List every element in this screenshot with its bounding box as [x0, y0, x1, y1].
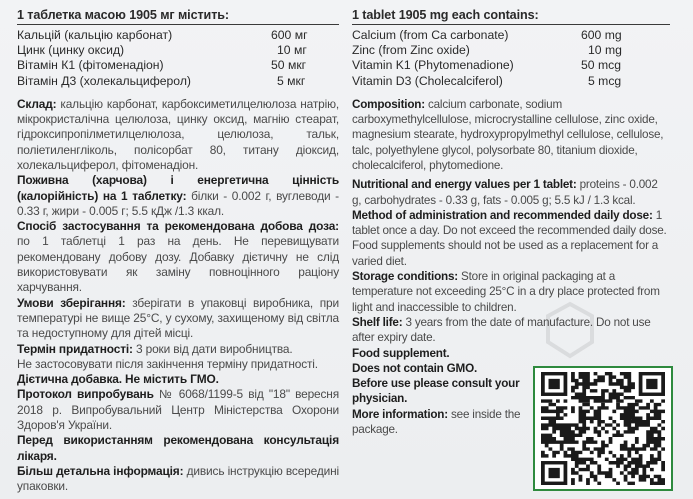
uk-title-divider [17, 24, 339, 25]
uk-nutrient-amount: 5 мкг [277, 73, 306, 88]
uk-composition-row [17, 43, 339, 58]
en-composition-row [352, 74, 670, 89]
en-storage-label: Storage conditions: [352, 270, 458, 284]
uk-storage [17, 296, 339, 342]
uk-more-label: Більш детальна інформація: [17, 463, 184, 478]
uk-protocol-text: № 6068/1199-5 від "18" вересня 2018 р. Випробувальний Центр Міністерства Охорони Здоров'я України. [17, 387, 339, 433]
uk-nutrition-text: білки - 0.002 г, вуглеводи - 0.33 г, жири - 0.005 г; 5.5 кДж /1.3 ккал. [17, 188, 339, 218]
en-composition-row [352, 28, 670, 43]
en-nutrient-name: Vitamin K1 (Phytomenadione) [352, 58, 514, 73]
en-composition-row [352, 58, 670, 73]
uk-expiry-note [17, 357, 339, 372]
en-nutrient-name: Vitamin D3 (Cholecalciferol) [352, 73, 503, 88]
en-usage [352, 208, 670, 269]
uk-nutrient-name: Вітамін Д3 (холекальциферол) [17, 73, 191, 88]
en-storage-text: Store in original packaging at a temperature not exceeding 25°C in a dry place protected from light and inaccessible to children. [352, 270, 660, 314]
en-usage-text: 1 tablet once a day. Do not exceed the recommended daily dose. Food supplements should not be used as a replacement for a varied diet. [352, 208, 667, 268]
uk-composition-row [17, 28, 339, 43]
uk-supplement-text: Дієтична добавка. Не містить ГМО. [17, 372, 219, 387]
uk-usage [17, 219, 339, 295]
en-nutrient-amount: 10 mg [588, 43, 622, 58]
uk-nutrient-amount: 10 мг [277, 43, 307, 58]
en-food-supplement [352, 346, 528, 361]
en-usage-label: Method of administration and recommended daily dose: [352, 208, 653, 222]
qr-code-frame [533, 366, 673, 491]
qr-code-icon [541, 372, 665, 485]
uk-protocol-label: Протокол випробувань [17, 387, 154, 402]
en-storage [352, 269, 670, 315]
en-nutrient-name: Zinc (from Zinc oxide) [352, 43, 470, 58]
en-composition-title: 1 tablet 1905 mg each contains: [352, 8, 539, 22]
en-ingredients [352, 97, 670, 173]
en-gmo-note [352, 361, 528, 376]
uk-composition-title: 1 таблетка масою 1905 мг містить: [17, 8, 229, 22]
en-nutrition-label: Nutritional and energy values per 1 tablet: [352, 178, 577, 192]
uk-composition-row [17, 58, 339, 73]
uk-shelf-life [17, 342, 339, 357]
uk-ingredients-label: Склад: [17, 96, 57, 111]
uk-nutrient-name: Цинк (цинку оксид) [17, 43, 125, 58]
uk-ingredients [17, 97, 339, 173]
uk-consult-text: Перед використанням рекомендована консультація лікаря. [17, 433, 339, 463]
en-nutrient-name: Calcium (from Ca carbonate) [352, 28, 509, 42]
en-gmo-text: Does not contain GMO. [352, 361, 478, 375]
uk-usage-text: по 1 таблетці 1 раз на день. Не перевищувати рекомендовану добову дозу. Добавку дієтичну не слід використовувати як заміну повноцінного раціону харчування. [17, 234, 339, 295]
en-nutrient-amount: 5 mcg [588, 73, 622, 88]
uk-usage-label: Спосіб застосування та рекомендована добова доза: [17, 219, 339, 234]
en-composition-row [352, 43, 670, 58]
uk-supplement-note [17, 372, 339, 387]
en-ingredients-text: calcium carbonate, sodium carboxymethylcellulose, microcrystalline cellulose, zinc oxide, magnesium stearate, hydroxypropylmethyl cellulose, cellulose, talc, polyethylene glycol, polysorbate 80, titanium dioxide, cholecalciferol, phytomedione. [352, 97, 664, 172]
en-nutrition-text: proteins - 0.002 g, carbohydrates - 0.33 g, fats - 0.005 g; 5.5 kJ / 1.3 kcal. [352, 178, 658, 207]
en-more-label: More information: [352, 407, 448, 421]
en-title-divider [352, 24, 670, 25]
uk-composition-row [17, 74, 339, 89]
en-consult-note [352, 376, 528, 407]
uk-nutrient-name: Вітамін К1 (фітоменадіон) [17, 58, 164, 73]
en-shelf-life [352, 315, 670, 346]
en-nutrient-amount: 600 mg [581, 28, 622, 42]
en-ingredients-label: Composition: [352, 97, 425, 111]
uk-ingredients-text: кальцію карбонат, карбоксиметилцелюлоза натрію, мікрокристалічна целюлоза, цинку оксид, магнію стеарат, гідроксипропілметилцелюлоза, целюлоза, тальк, поліетиленгліколь, полісорбат 80, титану діоксид, холекальциферол, фітоменадіон. [17, 96, 339, 172]
en-more-text: see inside the package. [352, 407, 521, 437]
uk-nutrient-name: Кальцій (кальцію карбонат) [17, 28, 173, 42]
uk-more-text: дивись інструкцію всередині упаковки. [17, 463, 340, 494]
uk-shelf-label: Термін придатності: [17, 341, 133, 356]
uk-more-info [17, 464, 339, 495]
uk-nutrient-amount: 50 мкг [271, 58, 307, 73]
uk-storage-label: Умови зберігання: [17, 295, 126, 310]
uk-nutrition-label: Поживна (харчова) і енергетична цінність (калорійність) на 1 таблетку: [17, 173, 339, 203]
en-nutrition [352, 177, 670, 208]
en-shelf-label: Shelf life: [352, 315, 403, 329]
uk-shelf-text: 3 роки від дати виробництва. [136, 341, 293, 356]
uk-nutrition [17, 173, 339, 219]
en-more-info [352, 407, 528, 438]
uk-protocol [17, 387, 339, 433]
uk-expiry-text: Не застосовувати після закінчення терміну придатності. [17, 356, 318, 371]
en-shelf-text: 3 years from the date of manufacture. Do not use after expiry date. [352, 315, 651, 345]
uk-consult-note [17, 433, 339, 464]
uk-storage-text: зберігати в упаковці виробника, при температурі не вище 25°C, у сухому, захищеному від світла та недоступному для дітей місці. [17, 295, 340, 341]
en-food-supplement-text: Food supplement. [352, 346, 450, 360]
en-consult-text: Before use please consult your physician. [352, 377, 520, 406]
uk-nutrient-amount: 600 мг [271, 28, 308, 42]
en-nutrient-amount: 50 mcg [581, 58, 621, 73]
ukrainian-column [17, 8, 339, 495]
